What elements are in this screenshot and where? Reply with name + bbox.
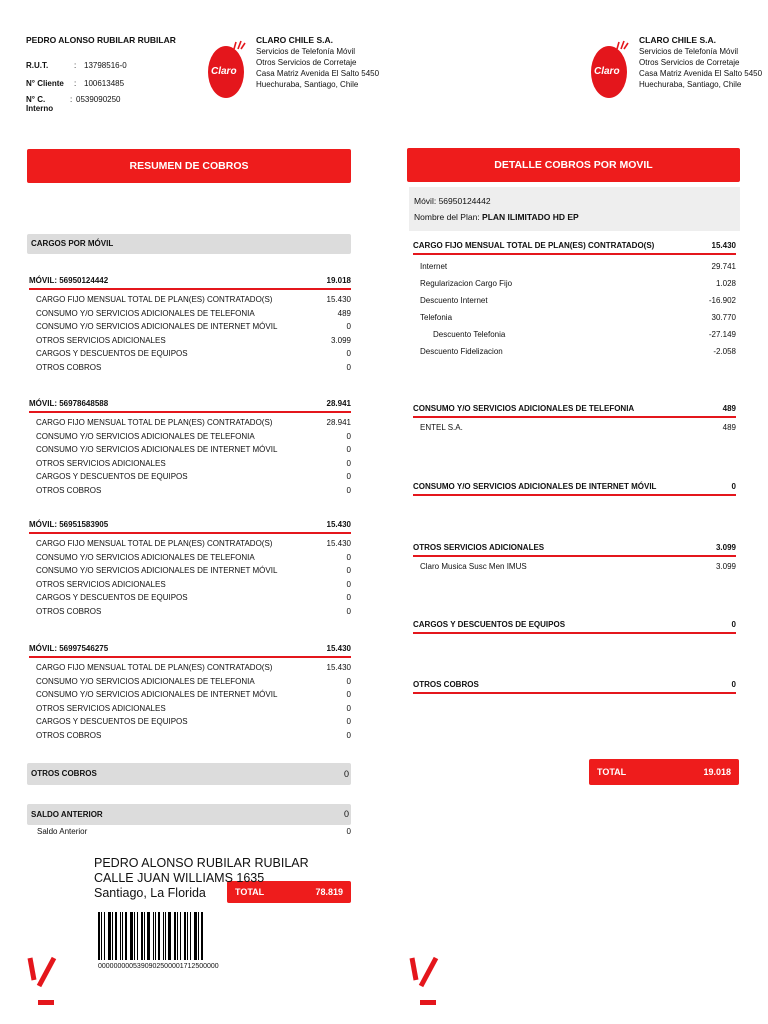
internal-label: N° C. Interno <box>26 95 54 113</box>
company-line3-right: Casa Matriz Avenida El Salto 5450 <box>639 69 763 78</box>
address-line2: CALLE JUAN WILLIAMS 1635 <box>94 871 265 885</box>
company-line2-right: Otros Servicios de Corretaje <box>639 58 740 67</box>
rut-value: 13798516-0 <box>84 61 127 70</box>
table-row: CARGO FIJO MENSUAL TOTAL DE PLAN(ES) CONTRATADO(S) 28.941 <box>36 418 351 427</box>
table-row: OTROS SERVICIOS ADICIONALES 0 <box>36 703 351 713</box>
movil-total: 15.430 <box>326 644 351 653</box>
resumen-banner: RESUMEN DE COBROS <box>27 149 351 183</box>
movil-number-row: Móvil: 56950124442 <box>414 196 491 206</box>
client-row <box>26 79 124 88</box>
table-row: CONSUMO Y/O SERVICIOS ADICIONALES DE TELEFONIA 0 <box>36 552 351 562</box>
section-label: OTROS SERVICIOS ADICIONALES <box>413 543 545 552</box>
section-value: 489 <box>722 404 736 413</box>
section-label: CONSUMO Y/O SERVICIOS ADICIONALES DE TELEFONIA <box>413 404 635 413</box>
section-value: 3.099 <box>715 543 736 552</box>
logo-text: Claro <box>211 66 237 77</box>
telefonia-section <box>413 404 736 435</box>
company-line2: Otros Servicios de Corretaje <box>256 58 357 67</box>
company-info-left <box>256 35 379 90</box>
claro-mark-icon-right <box>406 956 440 1006</box>
table-row: Claro Musica Susc Men IMUS 3.099 <box>420 562 736 571</box>
table-row: Descuento Telefonia -27.149 <box>433 330 736 339</box>
section-value: 0 <box>731 620 736 629</box>
table-row: Telefonia 30.770 <box>420 313 736 322</box>
right-total-label: TOTAL <box>597 767 627 777</box>
cargos-por-movil-bar: CARGOS POR MÓVIL <box>27 234 351 254</box>
table-row: OTROS COBROS 0 <box>36 362 351 372</box>
table-row: CONSUMO Y/O SERVICIOS ADICIONALES DE INTERNET MÓVIL 0 <box>36 322 351 332</box>
company-name-right: CLARO CHILE S.A. <box>639 35 716 45</box>
table-row: CARGO FIJO MENSUAL TOTAL DE PLAN(ES) CONTRATADO(S) 15.430 <box>36 663 351 672</box>
cargo-fijo-section <box>413 241 736 360</box>
otros-cobros-value: 0 <box>343 769 349 779</box>
movil-block-3 <box>29 644 351 743</box>
table-row: Descuento Internet -16.902 <box>420 296 736 305</box>
logo-text-right: Claro <box>594 66 620 77</box>
client-sep: : <box>74 79 77 88</box>
saldo-anterior-value: 0 <box>343 809 349 819</box>
table-row: CONSUMO Y/O SERVICIOS ADICIONALES DE INTERNET MÓVIL 0 <box>36 566 351 576</box>
internet-section <box>413 482 736 496</box>
otros-cobros-label: OTROS COBROS <box>31 769 97 778</box>
section-label: CARGOS Y DESCUENTOS DE EQUIPOS <box>413 620 566 629</box>
internal-value: 0539090250 <box>76 95 121 104</box>
movil-label: MÓVIL: 56950124442 <box>29 276 109 285</box>
table-row: CARGO FIJO MENSUAL TOTAL DE PLAN(ES) CONTRATADO(S) 15.430 <box>36 295 351 304</box>
table-row: CARGOS Y DESCUENTOS DE EQUIPOS 0 <box>36 349 351 359</box>
table-row: OTROS SERVICIOS ADICIONALES 0 <box>36 579 351 589</box>
table-row: CARGOS Y DESCUENTOS DE EQUIPOS 0 <box>36 472 351 482</box>
table-row: CONSUMO Y/O SERVICIOS ADICIONALES DE INTERNET MÓVIL 0 <box>36 690 351 700</box>
table-row: OTROS COBROS 0 <box>36 485 351 495</box>
claro-logo <box>208 40 246 98</box>
section-label: CONSUMO Y/O SERVICIOS ADICIONALES DE INTERNET MÓVIL <box>413 482 657 491</box>
table-row: Internet 29.741 <box>420 262 736 271</box>
customer-name: PEDRO ALONSO RUBILAR RUBILAR <box>26 35 176 45</box>
rut-row <box>26 61 127 70</box>
movil-label: MÓVIL: 56997546275 <box>29 644 109 653</box>
table-row: CONSUMO Y/O SERVICIOS ADICIONALES DE TELEFONIA 0 <box>36 676 351 686</box>
table-row: OTROS SERVICIOS ADICIONALES 0 <box>36 458 351 468</box>
table-row: CONSUMO Y/O SERVICIOS ADICIONALES DE TELEFONIA 0 <box>36 431 351 441</box>
section-label: CARGO FIJO MENSUAL TOTAL DE PLAN(ES) CONTRATADO(S) <box>413 241 655 250</box>
table-row: OTROS COBROS 0 <box>36 606 351 616</box>
left-total-value: 78.819 <box>315 887 343 897</box>
table-row: Regularizacion Cargo Fijo 1.028 <box>420 279 736 288</box>
table-row: CARGOS Y DESCUENTOS DE EQUIPOS 0 <box>36 593 351 603</box>
detalle-banner: DETALLE COBROS POR MOVIL <box>407 148 740 182</box>
movil-total: 28.941 <box>326 399 351 408</box>
left-total-label: TOTAL <box>235 887 265 897</box>
address-line3: Santiago, La Florida <box>94 886 206 900</box>
internal-row <box>26 95 121 113</box>
movil-label: MÓVIL: 56951583905 <box>29 520 109 529</box>
right-total-value: 19.018 <box>703 767 731 777</box>
company-info-right <box>639 35 762 90</box>
plan-name-row: Nombre del Plan: PLAN ILIMITADO HD EP <box>414 212 579 222</box>
table-row: CONSUMO Y/O SERVICIOS ADICIONALES DE TELEFONIA 489 <box>36 308 351 318</box>
company-name: CLARO CHILE S.A. <box>256 35 333 45</box>
plan-info-panel <box>409 187 740 231</box>
claro-logo-right <box>591 40 629 98</box>
otros-cobros-section <box>413 680 736 694</box>
section-value: 0 <box>731 680 736 689</box>
company-line3: Casa Matriz Avenida El Salto 5450 <box>256 69 380 78</box>
rut-sep: : <box>74 61 77 70</box>
saldo-anterior-label: SALDO ANTERIOR <box>31 810 103 819</box>
barcode-number: 0000000005390902500001712500000 <box>98 963 219 970</box>
company-line1-right: Servicios de Telefonía Móvil <box>639 47 739 56</box>
barcode <box>98 912 210 960</box>
rut-label: R.U.T. <box>26 61 49 70</box>
address-line1: PEDRO ALONSO RUBILAR RUBILAR <box>94 856 309 870</box>
table-row: ENTEL S.A. 489 <box>420 423 736 432</box>
company-line1: Servicios de Telefonía Móvil <box>256 47 356 56</box>
movil-block-2 <box>29 520 351 619</box>
movil-total: 19.018 <box>326 276 351 285</box>
table-row: OTROS SERVICIOS ADICIONALES 3.099 <box>36 335 351 345</box>
client-label: N° Cliente <box>26 79 64 88</box>
table-row: OTROS COBROS 0 <box>36 730 351 740</box>
otros-cobros-bar <box>27 763 351 785</box>
table-row: CONSUMO Y/O SERVICIOS ADICIONALES DE INTERNET MÓVIL 0 <box>36 445 351 455</box>
mailing-address <box>94 856 309 901</box>
section-value: 0 <box>731 482 736 491</box>
section-value: 15.430 <box>711 241 736 250</box>
company-line4: Huechuraba, Santiago, Chile <box>256 80 359 89</box>
saldo-anterior-bar <box>27 804 351 825</box>
table-row: CARGOS Y DESCUENTOS DE EQUIPOS 0 <box>36 717 351 727</box>
otros-servicios-section <box>413 543 736 574</box>
movil-block-1 <box>29 399 351 498</box>
company-line4-right: Huechuraba, Santiago, Chile <box>639 80 742 89</box>
right-total-box <box>589 759 739 785</box>
equipos-section <box>413 620 736 634</box>
client-value: 100613485 <box>84 79 125 88</box>
table-row: Descuento Fidelizacion -2.058 <box>420 347 736 356</box>
movil-label: MÓVIL: 56978648588 <box>29 399 109 408</box>
movil-total: 15.430 <box>326 520 351 529</box>
claro-mark-icon <box>24 956 58 1006</box>
section-label: OTROS COBROS <box>413 680 479 689</box>
table-row: CARGO FIJO MENSUAL TOTAL DE PLAN(ES) CONTRATADO(S) 15.430 <box>36 539 351 548</box>
movil-block-0 <box>29 276 351 375</box>
internal-sep: : <box>70 95 73 104</box>
saldo-anterior-row: Saldo Anterior 0 <box>37 827 351 836</box>
